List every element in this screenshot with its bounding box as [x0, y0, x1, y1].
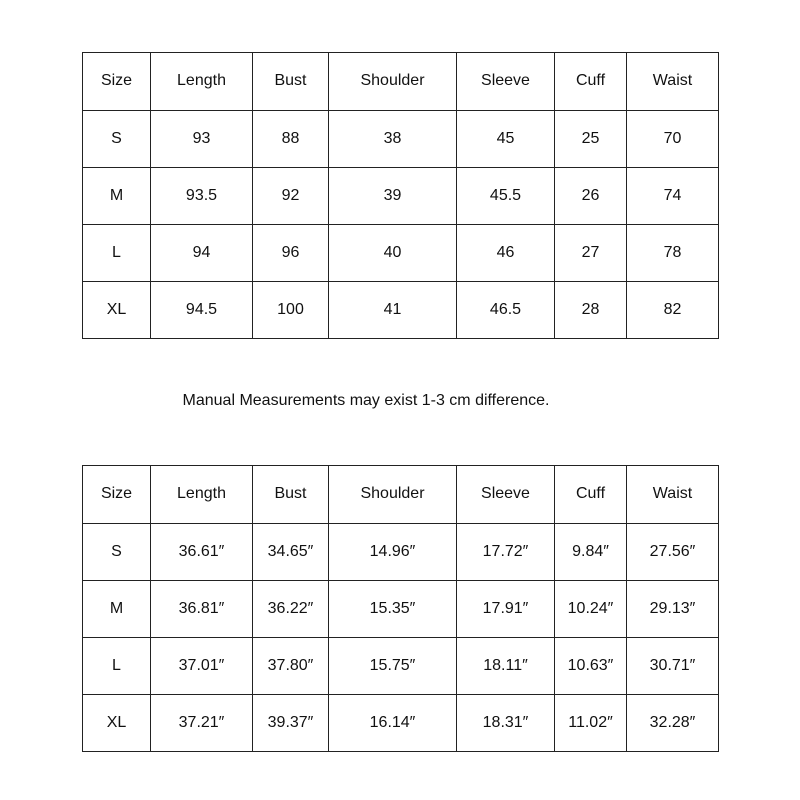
column-header: Waist	[627, 53, 719, 111]
table-row	[83, 695, 719, 752]
measurement-cell: 38	[329, 111, 457, 168]
measurement-cell: 82	[627, 282, 719, 339]
measurement-cell: 9.84″	[555, 524, 627, 581]
column-header: Cuff	[555, 466, 627, 524]
measurement-cell: 88	[253, 111, 329, 168]
column-header: Length	[151, 466, 253, 524]
column-header: Size	[83, 466, 151, 524]
measurement-cell: 32.28″	[627, 695, 719, 752]
measurement-cell: 18.11″	[457, 638, 555, 695]
measurement-cell: 37.80″	[253, 638, 329, 695]
size-chart-inch-body	[83, 466, 719, 752]
column-header: Sleeve	[457, 466, 555, 524]
table-row	[83, 524, 719, 581]
column-header: Shoulder	[329, 466, 457, 524]
measurement-cell: 92	[253, 168, 329, 225]
measurement-cell: 78	[627, 225, 719, 282]
measurement-cell: 34.65″	[253, 524, 329, 581]
measurement-cell: 94.5	[151, 282, 253, 339]
size-cell: L	[83, 225, 151, 282]
measurement-cell: 29.13″	[627, 581, 719, 638]
measurement-cell: 36.81″	[151, 581, 253, 638]
measurement-cell: 36.22″	[253, 581, 329, 638]
measurement-cell: 46	[457, 225, 555, 282]
column-header: Length	[151, 53, 253, 111]
measurement-cell: 45.5	[457, 168, 555, 225]
measurement-cell: 18.31″	[457, 695, 555, 752]
size-cell: S	[83, 111, 151, 168]
measurement-cell: 17.91″	[457, 581, 555, 638]
header-row	[83, 53, 719, 111]
column-header: Shoulder	[329, 53, 457, 111]
measurement-cell: 15.75″	[329, 638, 457, 695]
measurement-cell: 30.71″	[627, 638, 719, 695]
table-row	[83, 581, 719, 638]
measurement-cell: 39.37″	[253, 695, 329, 752]
measurement-cell: 93	[151, 111, 253, 168]
column-header: Sleeve	[457, 53, 555, 111]
measurement-cell: 37.21″	[151, 695, 253, 752]
header-row	[83, 466, 719, 524]
size-cell: L	[83, 638, 151, 695]
measurement-cell: 37.01″	[151, 638, 253, 695]
measurement-cell: 36.61″	[151, 524, 253, 581]
size-cell: S	[83, 524, 151, 581]
size-cell: XL	[83, 695, 151, 752]
measurement-cell: 26	[555, 168, 627, 225]
measurement-cell: 40	[329, 225, 457, 282]
measurement-cell: 70	[627, 111, 719, 168]
measurement-cell: 41	[329, 282, 457, 339]
size-cell: XL	[83, 282, 151, 339]
measurement-cell: 46.5	[457, 282, 555, 339]
size-cell: M	[83, 581, 151, 638]
measurement-cell: 10.24″	[555, 581, 627, 638]
measurement-cell: 14.96″	[329, 524, 457, 581]
size-chart-cm-table	[82, 52, 719, 339]
measurement-cell: 39	[329, 168, 457, 225]
measurement-cell: 15.35″	[329, 581, 457, 638]
measurement-cell: 74	[627, 168, 719, 225]
measurement-cell: 96	[253, 225, 329, 282]
measurement-cell: 27.56″	[627, 524, 719, 581]
measurement-cell: 17.72″	[457, 524, 555, 581]
measurement-cell: 94	[151, 225, 253, 282]
table-row	[83, 225, 719, 282]
measurement-cell: 93.5	[151, 168, 253, 225]
measurement-cell: 10.63″	[555, 638, 627, 695]
table-row	[83, 111, 719, 168]
table-row	[83, 168, 719, 225]
column-header: Waist	[627, 466, 719, 524]
column-header: Size	[83, 53, 151, 111]
table-row	[83, 638, 719, 695]
measurement-cell: 27	[555, 225, 627, 282]
column-header: Cuff	[555, 53, 627, 111]
size-cell: M	[83, 168, 151, 225]
measurement-cell: 45	[457, 111, 555, 168]
size-chart-inch-table	[82, 465, 719, 752]
measurement-note: Manual Measurements may exist 1-3 cm difference.	[182, 392, 550, 409]
measurement-cell: 11.02″	[555, 695, 627, 752]
measurement-cell: 16.14″	[329, 695, 457, 752]
size-chart-cm-body	[83, 53, 719, 339]
column-header: Bust	[253, 466, 329, 524]
column-header: Bust	[253, 53, 329, 111]
table-row	[83, 282, 719, 339]
measurement-cell: 28	[555, 282, 627, 339]
measurement-cell: 100	[253, 282, 329, 339]
measurement-cell: 25	[555, 111, 627, 168]
